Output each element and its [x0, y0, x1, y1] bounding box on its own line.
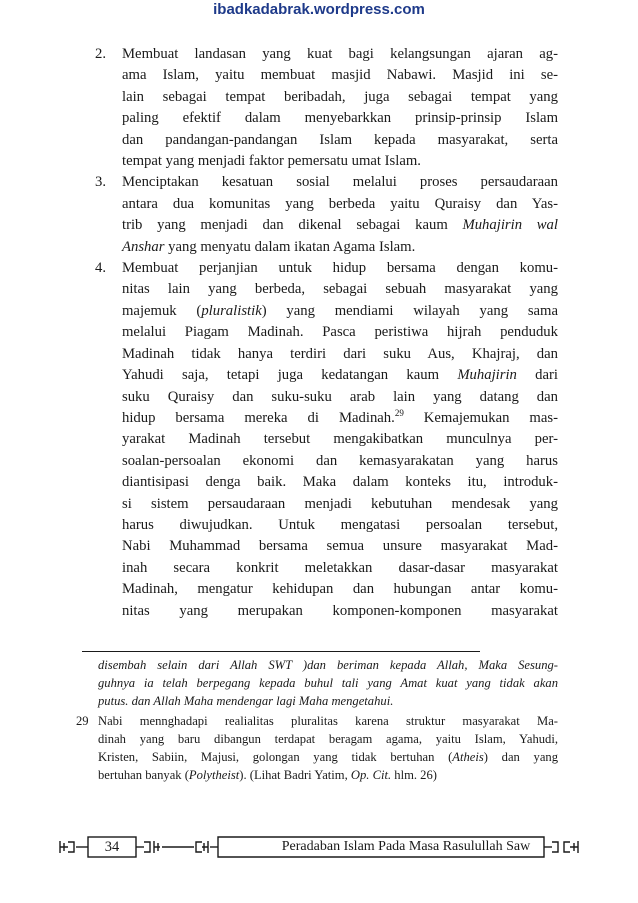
italic-term: Atheis: [452, 750, 484, 764]
footnote-continued: [82, 656, 558, 710]
text-line: putus. dan Allah Maha mendengar lagi Maha mengetahui.: [98, 694, 394, 708]
text-line: hidup bersama mereka di Madinah.$^{29}$ Kemajemukan mas-: [122, 408, 558, 426]
list-item: [82, 258, 558, 622]
italic-term: Polytheist: [188, 768, 240, 782]
site-url-header: ibadkadabrak.wordpress.com: [213, 1, 425, 18]
list-item-text: [122, 258, 558, 622]
text-line: diantisipasi denga baik. Maka dalam konteks itu, introduk-: [122, 474, 558, 491]
footnote-divider: [82, 651, 480, 652]
list-item-number: 4.: [95, 260, 107, 277]
text-line: ama Islam, yaitu membuat masjid Nabawi. Masjid ini se-: [122, 67, 558, 84]
text-line: disembah selain dari Allah SWT )dan beriman kepada Allah, Maka Sesung-: [98, 658, 558, 672]
list-item: [82, 44, 558, 172]
text-line: antara dua komunitas yang berbeda yaitu Quraisy dan Yas-: [122, 195, 558, 212]
footnote-number: 29: [76, 714, 89, 728]
text-line: Anshar yang menyatu dalam ikatan Agama Islam.: [122, 238, 416, 255]
text-line: nitas lain yang berbeda, sebagai sebuah masyarakat yang: [122, 281, 558, 298]
text-line: soalan-persoalan ekonomi dan kemasyarakatan yang harus: [122, 452, 558, 469]
text-line: suku Quraisy dan suku-suku arab lain yang datang dan: [122, 388, 558, 405]
text-line: paling efektif dalam menyebarkkan prinsip-prinsip Islam: [122, 110, 558, 127]
text-line: majemuk (pluralistik) yang mendiami wilayah yang sama: [122, 302, 558, 319]
text-line: tempat yang menjadi faktor pemersatu umat Islam.: [122, 153, 421, 170]
text-line: lain sebagai tempat beribadah, juga sebagai tempat yang: [122, 88, 558, 105]
italic-term: pluralistik: [201, 302, 262, 319]
footnote-29: [76, 712, 558, 784]
italic-term: Muhajirin wal: [462, 217, 558, 234]
page-footer: [58, 836, 580, 858]
text-line: dinah yang baru dibangun terdapat beragam agama, yaitu Islam, Yahudi,: [98, 732, 558, 746]
text-line: bertuhan banyak (Polytheist). (Lihat Badri Yatim, Op. Cit. hlm. 26): [98, 768, 437, 782]
text-line: yarakat Madinah tersebut mengakibatkan munculnya per-: [122, 431, 558, 448]
text-line: Nabi mennghadapi realialitas pluralitas karena struktur masyarakat Ma-: [98, 714, 558, 728]
page-number: 34: [104, 839, 120, 855]
italic-term: Anshar: [122, 238, 165, 255]
text-line: Kristen, Sabiin, Majusi, golongan yang tidak bertuhan (Atheis) dan yang: [98, 750, 558, 764]
numbered-list: [82, 44, 558, 622]
text-line: inah secara konkrit meletakkan dasar-dasar masyarakat: [122, 559, 558, 576]
italic-term: Muhajirin: [457, 367, 517, 384]
list-item: [82, 172, 558, 258]
footnote-ref: 29: [394, 408, 404, 419]
text-line: Madinah tidak hanya terdiri dari suku Aus, Khajraj, dan: [122, 345, 558, 362]
text-line: dan pandangan-pandangan Islam kepada masyarakat, serta: [122, 131, 558, 148]
book-title: Peradaban Islam Pada Masa Rasulullah Saw: [281, 839, 531, 854]
text-line: harus diwujudkan. Untuk mengatasi persoalan tersebut,: [122, 516, 558, 533]
list-item-number: 3.: [95, 174, 107, 191]
text-line: Membuat landasan yang kuat bagi kelangsungan ajaran ag-: [122, 46, 558, 62]
list-item-text: [122, 172, 558, 258]
text-line: nitas yang merupakan komponen-komponen masyarakat: [122, 602, 558, 619]
list-item-text: [122, 44, 558, 172]
text-line: trib yang menjadi dan dikenal sebagai kaum Muhajirin wal: [122, 217, 558, 234]
text-line: guhnya ia telah berpegang kepada buhul tali yang Amat kuat yang tidak akan: [98, 676, 558, 690]
text-line: Yahudi saja, tetapi juga kedatangan kaum Muhajirin dari: [122, 367, 558, 384]
text-line: Menciptakan kesatuan sosial melalui proses persaudaraan: [122, 174, 558, 191]
italic-term: Op. Cit.: [350, 768, 392, 782]
text-line: Nabi Muhammad bersama semua unsure masyarakat Mad-: [122, 538, 558, 555]
list-item-number: 2.: [95, 46, 107, 62]
text-line: Madinah, mengatur kehidupan dan hubungan antar komu-: [122, 581, 558, 598]
text-line: Membuat perjanjian untuk hidup bersama dengan komu-: [122, 260, 558, 277]
text-line: melalui Piagam Madinah. Pasca peristiwa hijrah penduduk: [122, 324, 558, 341]
text-line: si sistem persaudaraan menjadi kebutuhan mendesak yang: [122, 495, 558, 512]
